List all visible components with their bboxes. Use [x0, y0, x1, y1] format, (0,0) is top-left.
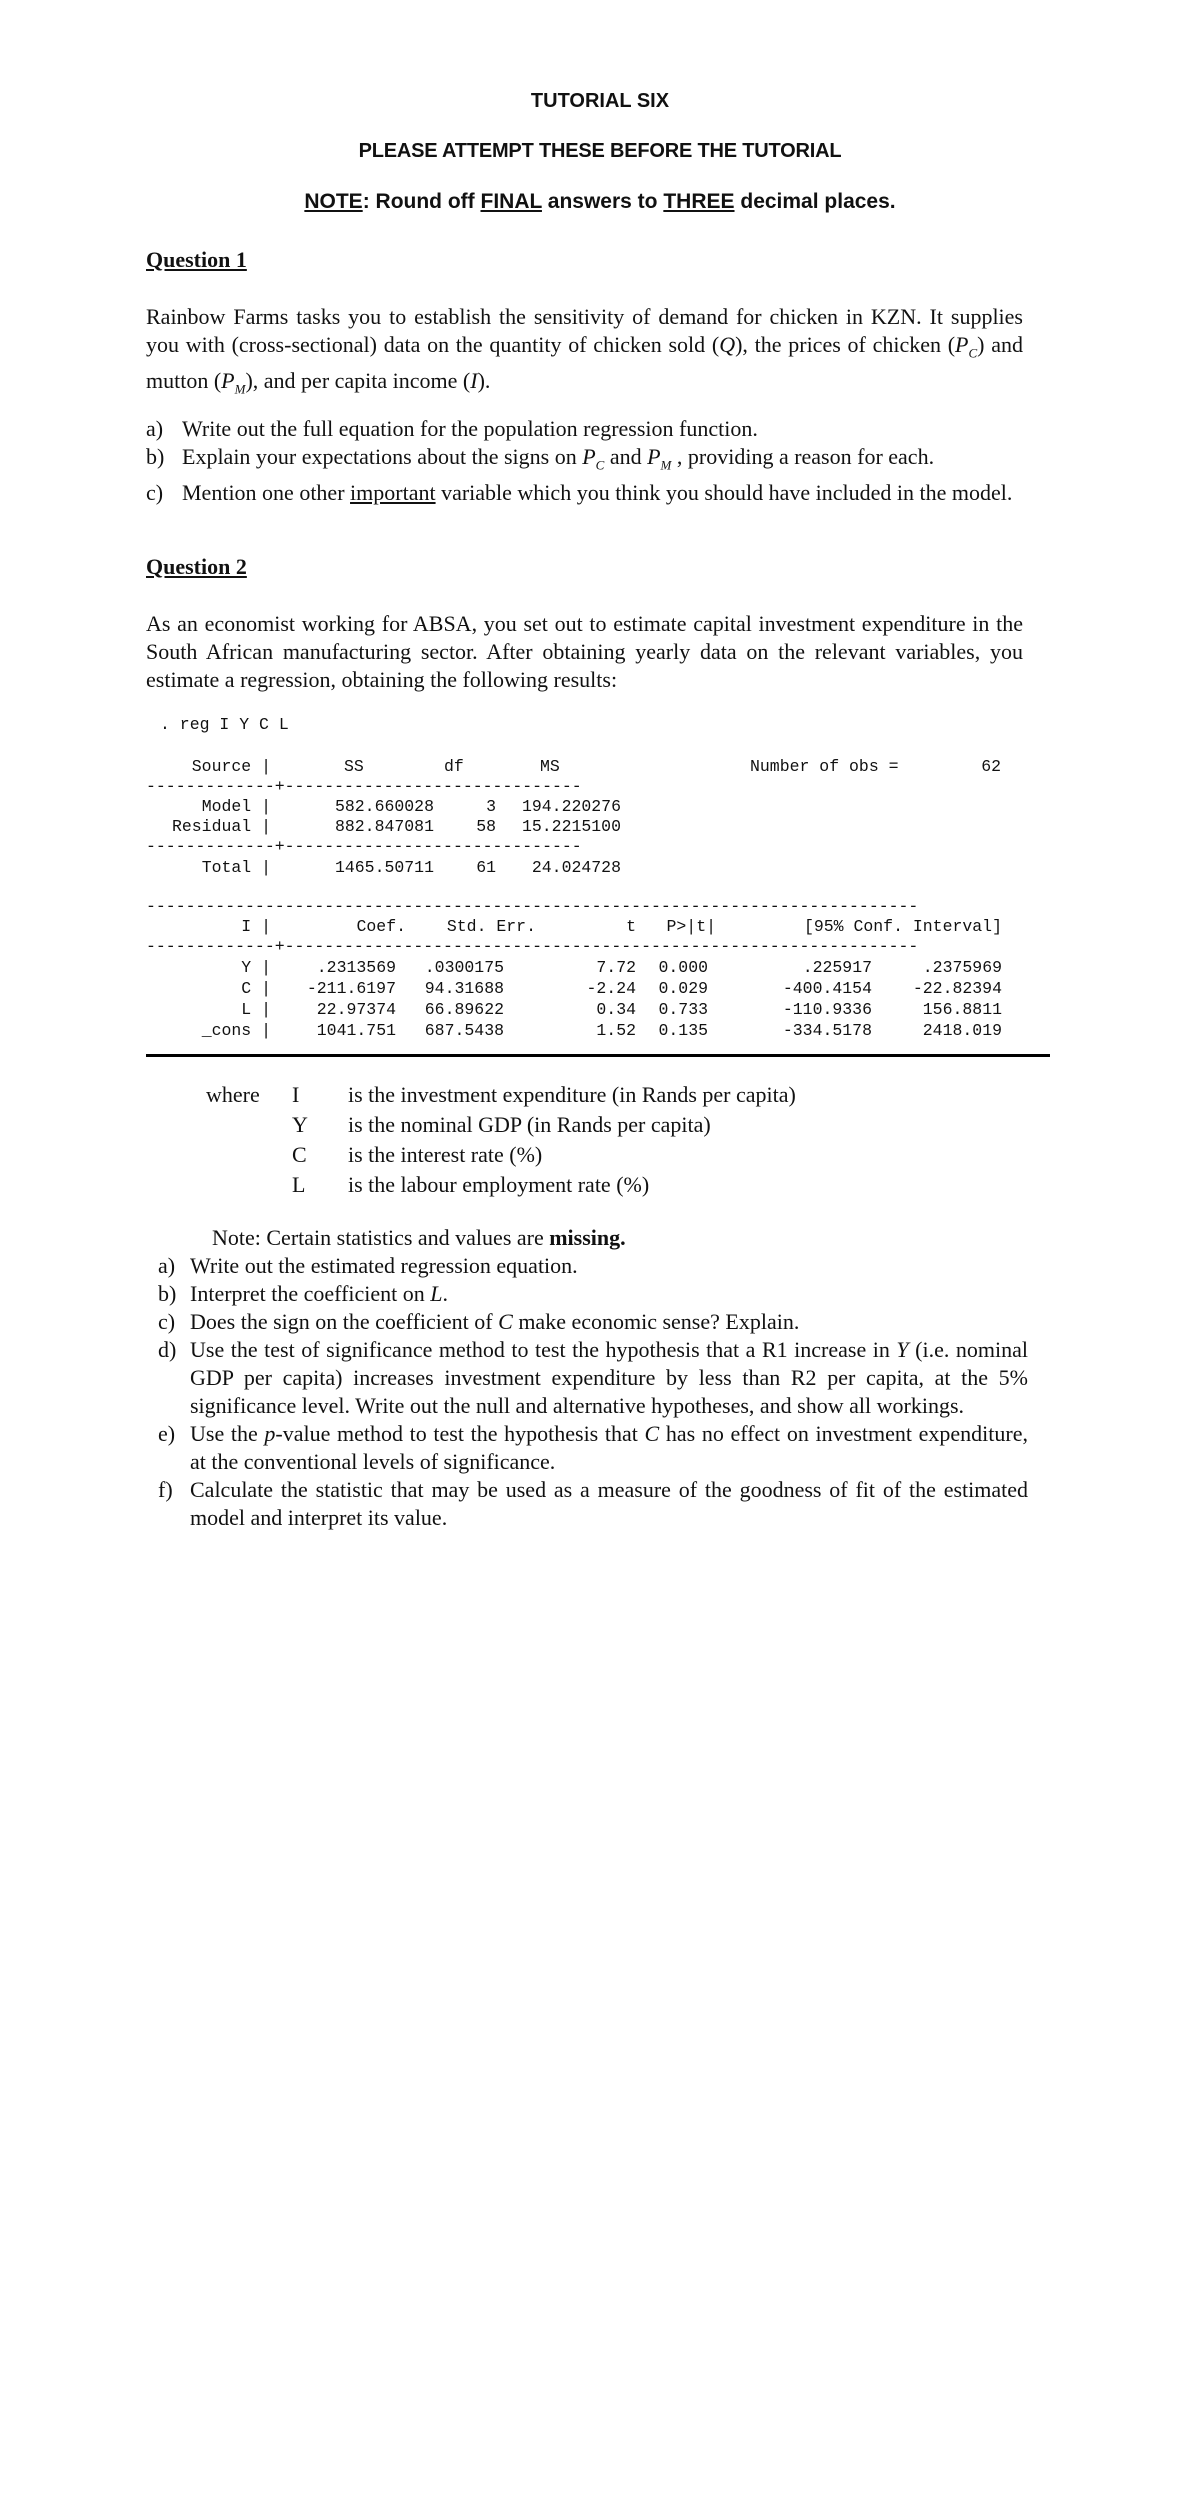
coef-p: 0.029 [658, 979, 708, 998]
q1-intro-c: ) and mutton ( [146, 332, 1023, 394]
anova-header-df: df [444, 757, 464, 776]
item-marker: f) [158, 1477, 173, 1502]
coef-se: 687.5438 [424, 1021, 504, 1040]
def-symbol: C [292, 1142, 307, 1167]
item-marker: a) [158, 1253, 176, 1278]
note-text-3: decimal places. [734, 190, 896, 213]
question-1-items [146, 415, 1076, 507]
note-label: NOTE [304, 190, 363, 213]
item-text: Calculate the statistic that may be used as a measure of the goodness of fit of the estimated model and interpret its value. [190, 1477, 1028, 1530]
nobs-label: Number of obs = [750, 757, 899, 776]
coef-p: 0.135 [658, 1021, 708, 1040]
item-text: Use the test of significance method to test the hypothesis that a R1 increase in [190, 1337, 897, 1362]
item-marker: c) [158, 1309, 176, 1334]
item-text: Mention one other [182, 480, 351, 506]
separator: ------------------------------------------------------------------------------ [146, 897, 919, 916]
separator: -------------+------------------------------ [146, 837, 582, 856]
anova-header-ms: MS [540, 757, 560, 776]
item-text: Write out the estimated regression equation. [190, 1253, 578, 1278]
list-item: c) Does the sign on the coefficient of C make economic sense? Explain. [158, 1309, 800, 1334]
pc-symbol: $P_C$ [955, 332, 978, 361]
note-text-1: : Round off [362, 190, 481, 213]
item-marker: b) [158, 1281, 177, 1306]
coef-header-p: P>|t| [666, 917, 716, 936]
item-marker: a) [146, 416, 164, 441]
note-text: Note: Certain statistics and values are [212, 1225, 550, 1250]
underlined-word: important [350, 480, 436, 506]
anova-df: 3 [486, 797, 496, 816]
coef-t: 1.52 [596, 1021, 636, 1040]
coef-ci-high: 156.8811 [922, 1000, 1002, 1019]
def-text: is the nominal GDP (in Rands per capita) [348, 1112, 711, 1137]
note-bold: missing. [549, 1225, 626, 1250]
list-item: b) Interpret the coefficient on L. [158, 1281, 449, 1306]
coef-se: 94.31688 [424, 979, 504, 998]
item-text: Explain your expectations about the signs on [182, 444, 583, 469]
coef-header-ci: [95% Conf. Interval] [803, 917, 1002, 936]
coef-t: -2.24 [586, 979, 636, 998]
coef-value: -211.6197 [306, 979, 396, 998]
def-symbol: L [292, 1172, 306, 1197]
anova-header-ss: SS [344, 757, 364, 776]
list-item: e) Use the p-value method to test the hypothesis that C has no effect on investment expenditure, at the conventional levels of significance. [158, 1421, 1029, 1474]
coef-header-var: I | [241, 917, 271, 936]
i-symbol: I [470, 368, 478, 394]
coef-ci-high: .2375969 [922, 958, 1002, 977]
where-label: where [206, 1082, 260, 1107]
list-item [158, 1252, 1028, 1280]
coef-value: .2313569 [316, 958, 396, 977]
anova-header-source: Source | [191, 757, 271, 776]
coef-t: 7.72 [596, 958, 636, 977]
item-text: Does the sign on the coefficient of [190, 1309, 499, 1334]
coef-ci-low: -334.5178 [782, 1021, 872, 1040]
note-final: FINAL [480, 190, 542, 213]
coef-header-coef: Coef. [356, 917, 406, 936]
anova-ms: 194.220276 [521, 797, 621, 816]
coef-p: 0.733 [658, 1000, 708, 1019]
q-symbol: Q [719, 332, 736, 357]
page-title: TUTORIAL SIX [530, 90, 670, 112]
question-2-items [158, 1252, 1028, 1532]
coef-var: L | [241, 1000, 271, 1019]
def-symbol: Y [292, 1112, 308, 1137]
coef-ci-low: -400.4154 [782, 979, 872, 998]
anova-df: 58 [476, 817, 496, 836]
table-bottom-rule [146, 1054, 1050, 1057]
def-text: is the labour employment rate (%) [348, 1172, 650, 1197]
anova-df: 61 [476, 858, 496, 877]
item-text: Interpret the coefficient on [190, 1281, 431, 1306]
coef-ci-high: -22.82394 [912, 979, 1002, 998]
anova-source: Residual | [171, 817, 271, 836]
item-marker: c) [146, 480, 164, 506]
list-item: d) Use the test of significance method to test the hypothesis that a R1 increase in Y (i.e. nominal GDP per capita) increases investment expenditure by less than R2 per capita, at the 5% significance level. Write out the null and alternative hypotheses, and show all workings. [158, 1337, 1028, 1418]
coef-value: 1041.751 [316, 1021, 396, 1040]
question-1-heading: Question 1 [146, 247, 247, 272]
list-item: b) Explain your expectations about the signs on $P_C$ and $P_M$ , providing a reason for each. [146, 444, 935, 473]
item-text: Write out the full equation for the population regression function. [182, 416, 758, 441]
def-text: is the interest rate (%) [348, 1142, 543, 1167]
question-2-heading: Question 2 [146, 554, 247, 579]
pm-symbol: $P_M$ [221, 368, 246, 397]
separator: -------------+---------------------------------------------------------------- [146, 937, 919, 956]
anova-ms: 24.024728 [531, 858, 621, 877]
missing-note [212, 1224, 912, 1252]
coef-se: 66.89622 [424, 1000, 504, 1019]
anova-ms: 15.2215100 [521, 817, 621, 836]
q1-intro-b: ), the prices of chicken ( [735, 332, 956, 357]
list-item [158, 1476, 1028, 1532]
def-symbol: I [292, 1082, 300, 1107]
rounding-note [0, 190, 1200, 214]
anova-ss: 882.847081 [334, 817, 434, 836]
page-subtitle: PLEASE ATTEMPT THESE BEFORE THE TUTORIAL [358, 140, 842, 162]
coef-se: .0300175 [424, 958, 504, 977]
q1-intro-d: ), and per capita income ( [245, 368, 471, 394]
q1-intro-a: Rainbow Farms tasks you to establish the sensitivity of demand for chicken in KZN. It supplies you with (cross-sectional) data on the quantity of chicken sold ( [146, 304, 1023, 357]
item-marker: b) [146, 444, 165, 469]
note-three: THREE [663, 190, 735, 213]
def-text: is the investment expenditure (in Rands per capita) [348, 1082, 796, 1107]
regression-output [146, 714, 1056, 1054]
list-item: c) Mention one other important variable which you think you should have included in the model. [146, 480, 1013, 506]
anova-ss: 582.660028 [334, 797, 434, 816]
coef-var: _cons | [201, 1021, 271, 1040]
item-marker: e) [158, 1421, 176, 1446]
nobs-value: 62 [981, 757, 1001, 776]
anova-source: Total | [201, 858, 271, 877]
anova-ss: 1465.50711 [334, 858, 434, 877]
coef-var: C | [241, 979, 271, 998]
list-item [146, 415, 1076, 443]
note-text-2: answers to [541, 190, 664, 213]
coef-ci-low: -110.9336 [782, 1000, 872, 1019]
coef-p: 0.000 [658, 958, 708, 977]
coef-ci-high: 2418.019 [922, 1021, 1002, 1040]
coef-ci-low: .225917 [802, 958, 872, 977]
coef-header-se: Std. Err. [446, 917, 536, 936]
item-marker: d) [158, 1337, 177, 1362]
question-1-intro [146, 303, 1023, 404]
coef-var: Y | [241, 958, 271, 977]
item-text: Use the [190, 1421, 265, 1446]
question-2-intro: As an economist working for ABSA, you set out to estimate capital investment expenditure in the South African manufacturing sector. After obtaining yearly data on the relevant variables, you estimate a regression, obtaining the following results: [146, 611, 1023, 692]
coef-value: 22.97374 [316, 1000, 396, 1019]
stata-command: . reg I Y C L [160, 715, 289, 734]
coef-header-t: t [626, 917, 636, 936]
q1-intro-e: ). [477, 368, 491, 394]
coef-t: 0.34 [596, 1000, 636, 1019]
anova-source: Model | [201, 797, 271, 816]
separator: -------------+------------------------------ [146, 777, 582, 796]
